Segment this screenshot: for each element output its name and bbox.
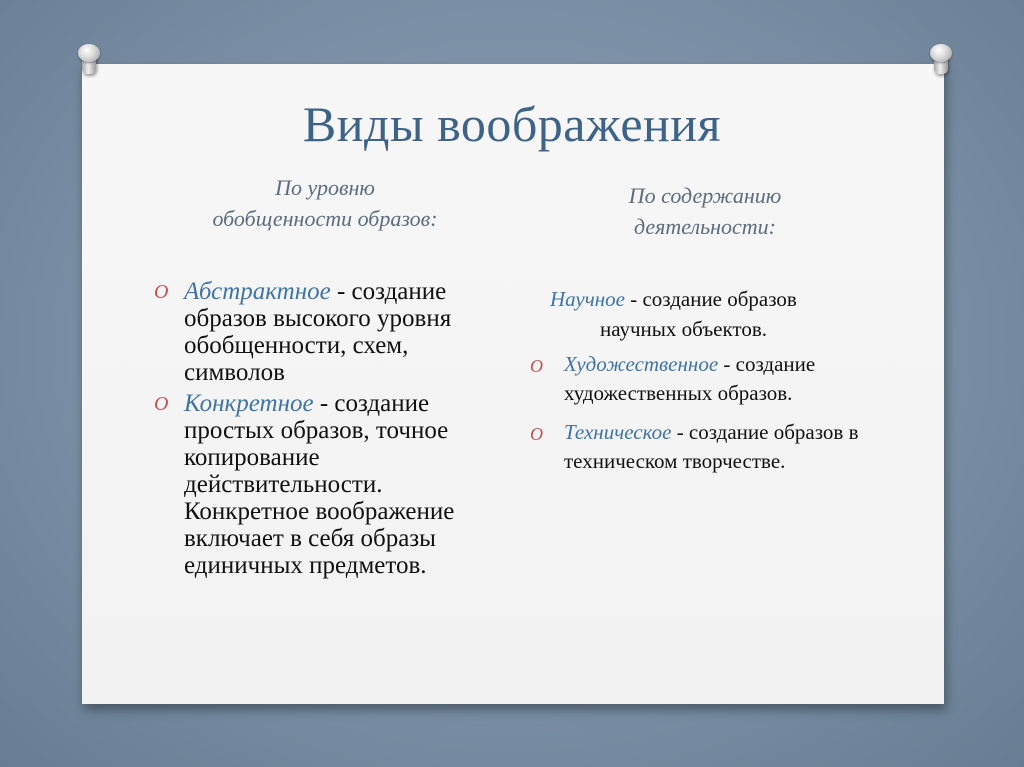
list-item (530, 418, 875, 476)
item-text: - создание образов высокого уровня обобщенности, схем, символов (184, 278, 452, 386)
left-list (154, 278, 499, 583)
item-text-line2: научных объектов. (600, 317, 767, 341)
right-heading-line1: По содержанию (628, 183, 782, 208)
pin-right-icon (928, 44, 954, 74)
list-item (530, 350, 875, 408)
bullet-icon: O (530, 424, 543, 444)
item-text: - создание образов (624, 287, 797, 311)
bullet-icon: O (154, 281, 169, 303)
left-column-heading (150, 172, 500, 234)
left-heading-line2: обобщенности образов: (212, 206, 438, 231)
item-text: - создание простых образов, точное копирование действительности. Конкретное воображение включает в себя образы единичных предметов. (184, 390, 455, 579)
item-term: Техническое (564, 420, 672, 444)
item-term: Абстрактное (184, 278, 331, 305)
left-heading-line1: По уровню (275, 175, 375, 200)
item-term: Конкретное (184, 390, 314, 417)
slide-title: Виды воображения (302, 96, 722, 152)
bullet-icon: O (154, 393, 169, 415)
right-column-heading (540, 180, 870, 242)
bullet-icon: O (530, 356, 543, 376)
pin-left-icon (76, 44, 102, 74)
right-list (530, 350, 875, 486)
item-text: - создание образов в техническом творчестве. (564, 420, 859, 473)
item-term: Научное (550, 287, 625, 311)
right-first-item (550, 284, 880, 344)
list-item (154, 278, 499, 386)
item-text: - создание художественных образов. (564, 352, 816, 405)
item-term: Художественное (564, 352, 719, 376)
right-heading-line2: деятельности: (634, 214, 776, 239)
list-item (154, 390, 499, 579)
